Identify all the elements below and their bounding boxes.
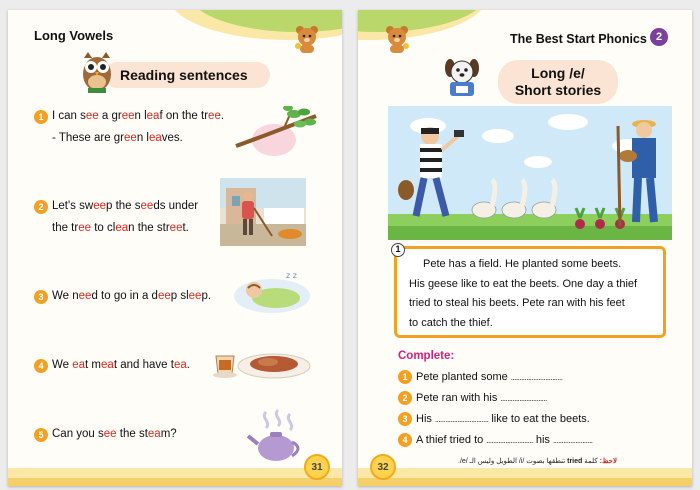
sentence-segment: I can s bbox=[52, 110, 86, 122]
answer-blank[interactable]: ............................... bbox=[434, 415, 489, 424]
note-label: لاحظ: bbox=[599, 458, 617, 465]
bottom-band-stripe bbox=[8, 478, 342, 486]
section-banner bbox=[104, 62, 270, 88]
story-line: Pete has a field. He planted some beets. bbox=[423, 258, 622, 270]
vowel-highlight: ee bbox=[85, 110, 99, 122]
sentence-segment: n the str bbox=[128, 222, 170, 234]
sentence-segment: a gr bbox=[98, 110, 122, 122]
page-number: 31 bbox=[304, 454, 330, 480]
sentence-segment: p the s bbox=[105, 200, 141, 212]
question-row bbox=[398, 370, 562, 384]
page-number: 32 bbox=[370, 454, 396, 480]
sentence-row bbox=[34, 424, 177, 445]
sentence-segment: to cl bbox=[91, 222, 116, 234]
question-segment: Pete planted some bbox=[416, 371, 508, 383]
bear-mascot-icon bbox=[294, 24, 320, 54]
sweeping-man-icon bbox=[220, 178, 306, 246]
sentence-segment: We n bbox=[52, 290, 79, 302]
sentence-segment: Let's sw bbox=[52, 200, 94, 212]
sentence-segment: p sl bbox=[170, 290, 189, 302]
vowel-highlight: ee bbox=[78, 290, 92, 302]
sentence-number: 5 bbox=[34, 428, 48, 442]
question-segment: A thief tried to bbox=[416, 434, 484, 446]
sentence-number: 2 bbox=[34, 200, 48, 214]
vowel-highlight: ea bbox=[148, 132, 162, 144]
left-page bbox=[8, 10, 342, 486]
dog-mascot-icon bbox=[442, 56, 482, 100]
vowel-highlight: ee bbox=[208, 110, 221, 122]
sentence-segment: ds under bbox=[153, 200, 199, 212]
story-line: to catch the thief. bbox=[409, 316, 493, 329]
note-rest: تنطقها بصوت /i/ الطويل وليس الـ /e/. bbox=[458, 458, 566, 465]
sentence-segment: . bbox=[186, 359, 190, 371]
sentence-row bbox=[34, 106, 224, 127]
question-text bbox=[416, 392, 547, 404]
note-text: كلمة bbox=[584, 458, 598, 465]
sentence-segment: t and have t bbox=[113, 359, 174, 371]
vowel-highlight: ea bbox=[72, 359, 86, 371]
banner-title-line1: Long /e/ bbox=[531, 65, 585, 81]
bottom-band-stripe bbox=[358, 478, 692, 486]
sentence-segment: p. bbox=[201, 290, 212, 302]
question-text bbox=[416, 413, 590, 425]
sentence-text bbox=[52, 106, 224, 127]
sentence-text bbox=[52, 196, 198, 217]
sentence-segment: . bbox=[220, 110, 225, 122]
meat-and-tea-icon bbox=[210, 344, 312, 384]
sentence-segment: n l bbox=[136, 132, 149, 144]
page-header: The Best Start Phonics bbox=[510, 32, 647, 46]
vowel-highlight: ee bbox=[121, 110, 135, 122]
sentence-segment: t. bbox=[182, 222, 189, 234]
sentence-row bbox=[34, 355, 190, 376]
complete-label: Complete: bbox=[398, 350, 455, 362]
question-segment: Pete ran with his bbox=[416, 392, 498, 404]
vowel-highlight: ee bbox=[157, 290, 171, 302]
sentence-segment: Can you s bbox=[52, 428, 104, 440]
sentence-number: 4 bbox=[34, 359, 48, 373]
question-text bbox=[416, 434, 593, 446]
question-segment: His bbox=[416, 413, 432, 425]
question-number: 2 bbox=[398, 391, 412, 405]
tree-branch-icon bbox=[234, 106, 318, 158]
sentence-row bbox=[34, 128, 183, 149]
story-line: tried to steal his beets. Pete ran with his feet bbox=[409, 297, 625, 309]
sentence-text bbox=[52, 218, 189, 239]
sentence-segment: ves. bbox=[161, 132, 183, 144]
question-segment: his bbox=[532, 434, 550, 446]
sentence-segment: t m bbox=[85, 359, 102, 371]
question-number: 3 bbox=[398, 412, 412, 426]
vowel-highlight: ea bbox=[115, 222, 129, 234]
question-segment: like to eat the beets. bbox=[488, 413, 590, 425]
story-box bbox=[394, 246, 666, 338]
steaming-teapot-icon bbox=[246, 408, 308, 464]
answer-blank[interactable]: ....................... bbox=[552, 436, 593, 445]
vowel-highlight: ee bbox=[124, 132, 137, 144]
answer-blank[interactable]: ........................... bbox=[500, 394, 547, 403]
sentence-segment: m? bbox=[160, 428, 177, 440]
question-text bbox=[416, 371, 562, 383]
vowel-highlight: ee bbox=[78, 222, 92, 234]
sentence-text bbox=[52, 424, 177, 445]
sentence-text bbox=[52, 355, 190, 376]
arabic-note bbox=[458, 457, 617, 465]
sentence-segment: the st bbox=[116, 428, 148, 440]
sentence-row bbox=[34, 196, 198, 217]
vowel-highlight: ee bbox=[169, 222, 183, 234]
vowel-highlight: ea bbox=[146, 110, 160, 122]
right-page bbox=[358, 10, 692, 486]
section-banner bbox=[498, 60, 618, 104]
sentence-row bbox=[34, 218, 189, 239]
story-line: His geese like to eat the beets. One day a thief bbox=[409, 277, 638, 290]
story-text bbox=[409, 255, 655, 333]
vowel-highlight: ea bbox=[147, 428, 161, 440]
sentence-number: 1 bbox=[34, 110, 48, 124]
note-word: tried bbox=[567, 458, 583, 465]
sentence-segment: - These are gr bbox=[52, 132, 125, 144]
banner-title: Reading sentences bbox=[120, 67, 248, 83]
owl-mascot-icon bbox=[78, 50, 116, 96]
sentence-segment: the tr bbox=[52, 222, 79, 234]
sentence-segment: d to go in a d bbox=[91, 290, 158, 302]
thief-and-farmer-scene-icon bbox=[388, 106, 672, 240]
question-row bbox=[398, 391, 547, 405]
sleeping-baby-icon bbox=[230, 268, 312, 316]
vowel-highlight: ee bbox=[103, 428, 117, 440]
vowel-highlight: ee bbox=[93, 200, 106, 212]
question-number: 1 bbox=[398, 370, 412, 384]
sentence-text bbox=[52, 286, 211, 307]
sentence-row bbox=[34, 286, 211, 307]
level-badge: 2 bbox=[650, 28, 668, 46]
sentence-segment: We bbox=[52, 359, 73, 371]
banner-title-line2: Short stories bbox=[514, 82, 602, 98]
vowel-highlight: ee bbox=[140, 200, 154, 212]
sentence-segment: n l bbox=[134, 110, 147, 122]
question-number: 4 bbox=[398, 433, 412, 447]
sentence-number: 3 bbox=[34, 290, 48, 304]
vowel-highlight: ea bbox=[101, 359, 114, 371]
question-row bbox=[398, 412, 590, 426]
answer-blank[interactable]: .............................. bbox=[510, 373, 563, 382]
question-row bbox=[398, 433, 593, 447]
sentence-text bbox=[52, 128, 183, 149]
page-header: Long Vowels bbox=[34, 28, 114, 43]
bear-mascot-icon bbox=[384, 24, 410, 54]
sentence-segment: f on the tr bbox=[159, 110, 209, 122]
vowel-highlight: ee bbox=[188, 290, 202, 302]
svg-text:z z: z z bbox=[286, 271, 297, 280]
vowel-highlight: ea bbox=[173, 359, 187, 371]
story-number: 1 bbox=[391, 243, 405, 257]
answer-blank[interactable]: ........................... bbox=[486, 436, 533, 445]
